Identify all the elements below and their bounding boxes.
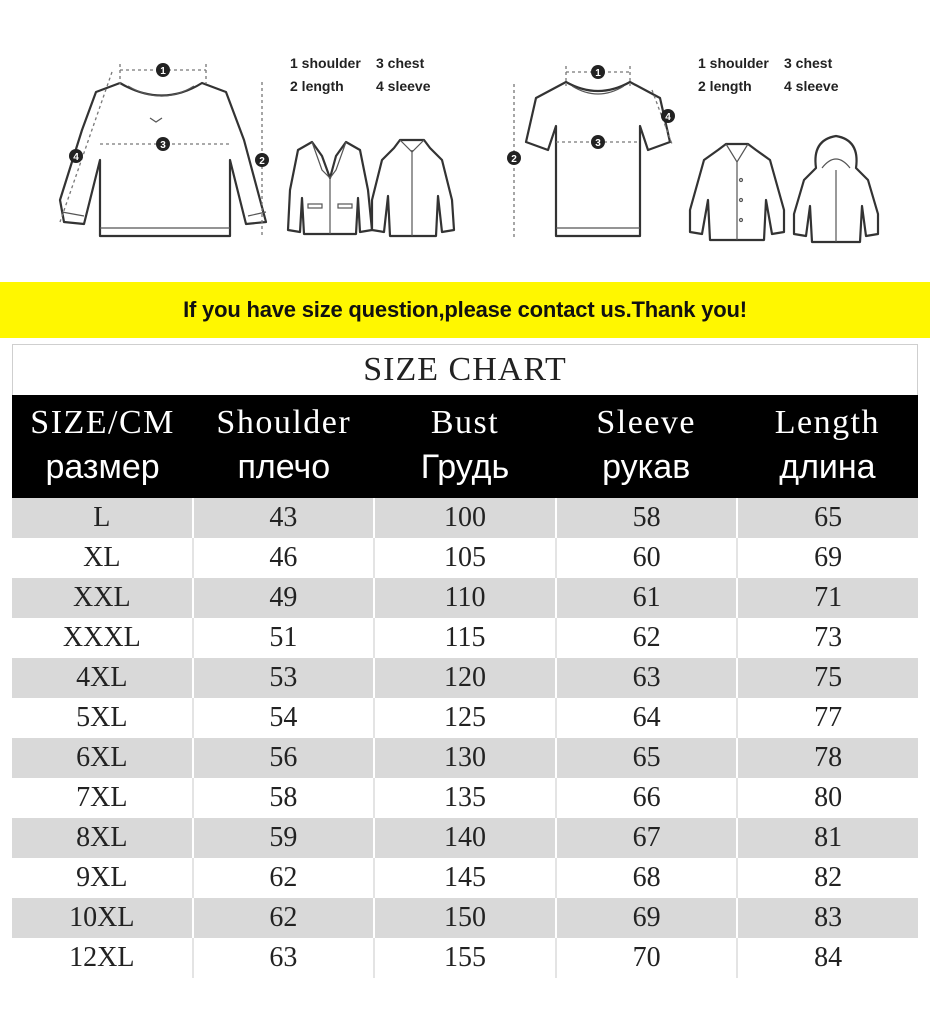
tshirt-illustration	[507, 65, 675, 238]
marker-4-left	[69, 149, 83, 163]
cell-length: 78	[814, 742, 843, 773]
table-row	[12, 858, 918, 898]
svg-text:1: 1	[595, 68, 601, 79]
header-sleeve	[556, 395, 737, 498]
svg-text:3: 3	[160, 140, 166, 151]
size-chart	[12, 344, 918, 978]
right-legend-2: 3 chest	[784, 55, 833, 71]
cell-length: 77	[814, 702, 843, 733]
cell-size: L	[12, 498, 194, 538]
table-row	[12, 578, 918, 618]
cell-shoulder: 56	[194, 738, 376, 778]
right-legend-4: 4 sleeve	[784, 78, 839, 94]
svg-text:3: 3	[595, 138, 601, 149]
cell-size: XXXL	[12, 618, 194, 658]
hoodie-illustration	[794, 136, 878, 242]
size-chart-header	[12, 395, 918, 498]
cell-bust: 120	[375, 658, 557, 698]
cell-shoulder: 63	[194, 938, 376, 978]
cell-shoulder: 62	[194, 898, 376, 938]
cell-shoulder: 49	[194, 578, 376, 618]
cell-sleeve: 60	[557, 538, 739, 578]
cell-sleeve: 70	[557, 938, 739, 978]
svg-text:4: 4	[73, 152, 79, 163]
header-shoulder-en: Shoulder	[216, 403, 352, 441]
header-bust	[374, 395, 555, 498]
size-chart-body	[12, 498, 918, 978]
marker-1-left	[156, 63, 170, 77]
table-row	[12, 898, 918, 938]
cell-size: XXL	[12, 578, 194, 618]
table-row	[12, 498, 918, 538]
svg-text:2: 2	[511, 154, 517, 165]
cell-sleeve: 65	[557, 738, 739, 778]
cell-bust: 130	[375, 738, 557, 778]
header-size-ru: размер	[45, 447, 160, 486]
header-sleeve-ru: рукав	[602, 447, 691, 486]
header-shoulder-ru: плечо	[237, 447, 331, 486]
sweatshirt-illustration	[60, 63, 269, 238]
shirt-illustration	[690, 144, 784, 240]
size-chart-title: SIZE CHART	[12, 344, 918, 395]
left-legend-1: 1 shoulder	[290, 55, 361, 71]
table-row	[12, 738, 918, 778]
svg-text:2: 2	[259, 156, 265, 167]
table-row	[12, 658, 918, 698]
svg-text:4: 4	[665, 112, 671, 123]
header-length-en: Length	[774, 403, 881, 441]
cell-shoulder: 58	[194, 778, 376, 818]
table-row	[12, 818, 918, 858]
cell-length: 82	[814, 862, 843, 893]
cell-sleeve: 64	[557, 698, 739, 738]
header-bust-en: Bust	[430, 403, 500, 441]
cell-sleeve: 67	[557, 818, 739, 858]
header-size-en: SIZE/CM	[30, 403, 175, 441]
cell-bust: 125	[375, 698, 557, 738]
cell-length: 71	[814, 582, 843, 613]
blazer-illustration	[288, 142, 372, 234]
cell-length: 80	[814, 782, 843, 813]
cell-length: 83	[814, 902, 843, 933]
cell-shoulder: 53	[194, 658, 376, 698]
cell-bust: 135	[375, 778, 557, 818]
cell-shoulder: 59	[194, 818, 376, 858]
left-legend	[290, 55, 431, 94]
cell-size: XL	[12, 538, 194, 578]
cell-sleeve: 69	[557, 898, 739, 938]
cell-sleeve: 63	[557, 658, 739, 698]
marker-2-left	[255, 153, 269, 167]
table-row	[12, 938, 918, 978]
marker-1-right	[591, 65, 605, 79]
cell-length: 73	[814, 622, 843, 653]
contact-banner	[0, 282, 930, 338]
table-row	[12, 698, 918, 738]
marker-3-right	[591, 135, 605, 149]
cell-size: 6XL	[12, 738, 194, 778]
header-bust-ru: Грудь	[420, 447, 510, 486]
table-row	[12, 778, 918, 818]
cell-bust: 110	[375, 578, 557, 618]
cell-size: 7XL	[12, 778, 194, 818]
header-length	[737, 395, 918, 498]
cell-shoulder: 43	[194, 498, 376, 538]
table-row	[12, 618, 918, 658]
left-legend-2: 3 chest	[376, 55, 425, 71]
measurement-diagram	[0, 0, 930, 282]
contact-banner-text: If you have size question,please contact us.Thank you!	[183, 297, 747, 322]
table-row	[12, 538, 918, 578]
cell-length: 84	[814, 942, 843, 973]
cell-sleeve: 66	[557, 778, 739, 818]
cell-sleeve: 62	[557, 618, 739, 658]
marker-2-right	[507, 151, 521, 165]
header-size	[12, 395, 193, 498]
cell-length: 65	[814, 502, 843, 533]
cell-bust: 105	[375, 538, 557, 578]
cell-size: 12XL	[12, 938, 194, 978]
cell-size: 8XL	[12, 818, 194, 858]
right-legend-3: 2 length	[698, 78, 752, 94]
cell-bust: 115	[375, 618, 557, 658]
zip-jacket-illustration	[372, 140, 454, 236]
cell-length: 75	[814, 662, 843, 693]
header-length-ru: длина	[779, 447, 876, 486]
header-sleeve-en: Sleeve	[596, 403, 697, 441]
right-legend-1: 1 shoulder	[698, 55, 769, 71]
cell-shoulder: 46	[194, 538, 376, 578]
cell-bust: 145	[375, 858, 557, 898]
cell-sleeve: 68	[557, 858, 739, 898]
cell-shoulder: 51	[194, 618, 376, 658]
left-legend-3: 2 length	[290, 78, 344, 94]
cell-shoulder: 54	[194, 698, 376, 738]
cell-bust: 140	[375, 818, 557, 858]
svg-text:1: 1	[160, 66, 166, 77]
cell-length: 69	[814, 542, 843, 573]
left-legend-4: 4 sleeve	[376, 78, 431, 94]
cell-size: 4XL	[12, 658, 194, 698]
cell-size: 5XL	[12, 698, 194, 738]
right-legend	[698, 55, 839, 94]
cell-bust: 150	[375, 898, 557, 938]
marker-3-left	[156, 137, 170, 151]
cell-length: 81	[814, 822, 843, 853]
measurement-diagram-svg	[0, 0, 930, 282]
cell-sleeve: 58	[557, 498, 739, 538]
cell-sleeve: 61	[557, 578, 739, 618]
header-shoulder	[193, 395, 374, 498]
cell-size: 9XL	[12, 858, 194, 898]
cell-bust: 155	[375, 938, 557, 978]
cell-size: 10XL	[12, 898, 194, 938]
cell-shoulder: 62	[194, 858, 376, 898]
cell-bust: 100	[375, 498, 557, 538]
marker-4-right	[661, 109, 675, 123]
